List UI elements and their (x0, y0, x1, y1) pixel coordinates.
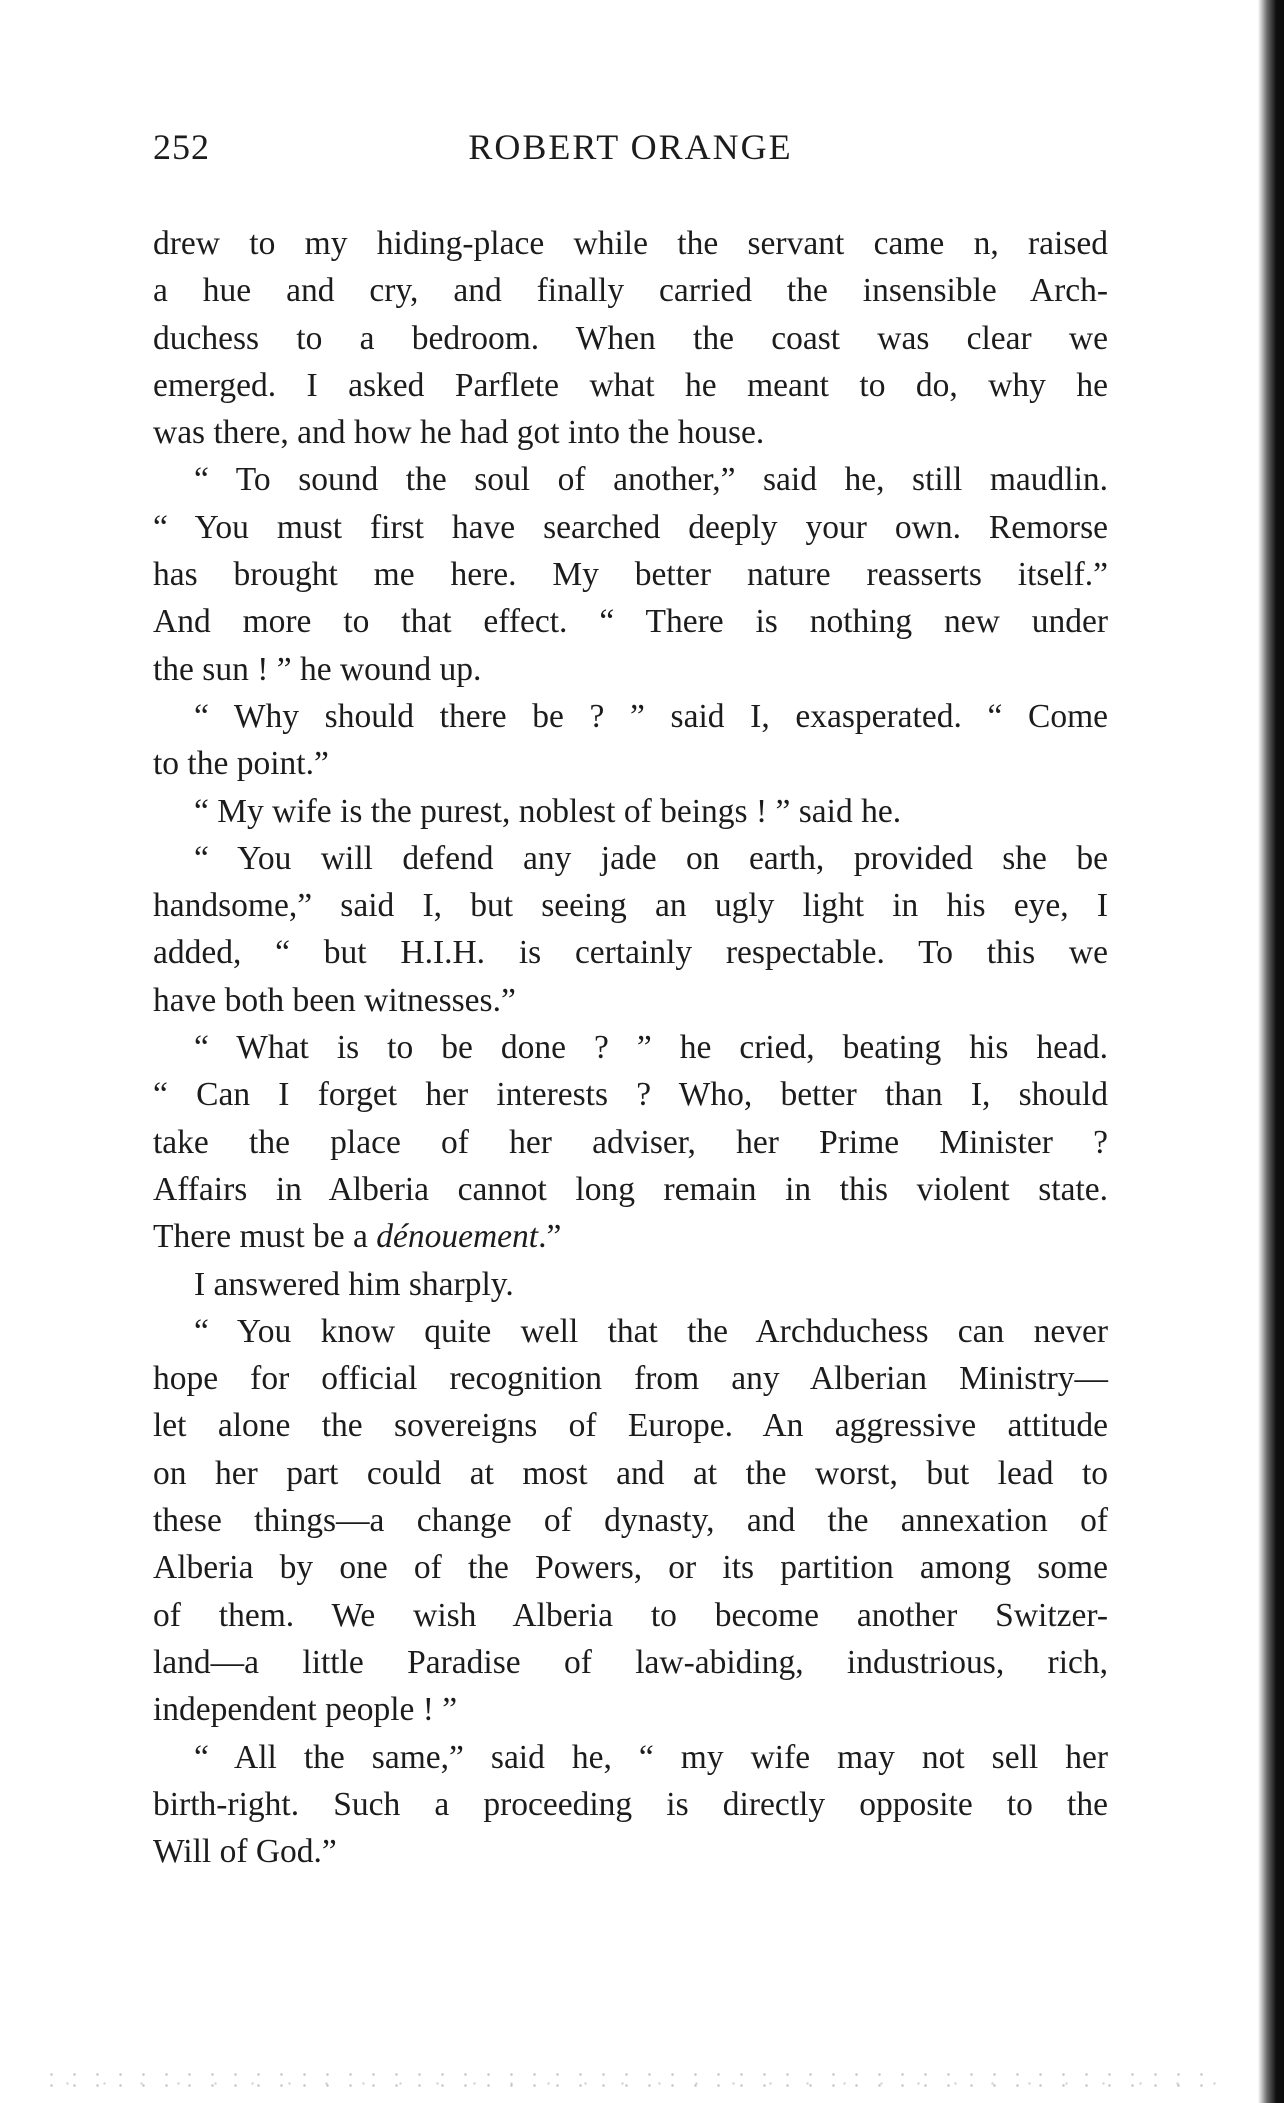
text-line: of them. We wish Alberia to become another Switzer- (153, 1596, 1108, 1634)
text-line: on her part could at most and at the worst, but lead to (153, 1454, 1108, 1492)
text-line: I answered him sharply. (194, 1265, 514, 1303)
text-line: Alberia by one of the Powers, or its partition among some (153, 1549, 1108, 1587)
text-line: “ What is to be done ? ” he cried, beating his head. (194, 1029, 1108, 1067)
text-line: take the place of her adviser, her Prime Minister ? (153, 1123, 1108, 1161)
text-line: There must be a dénouement.” (153, 1218, 562, 1256)
text-line: “ You know quite well that the Archduchess can never (194, 1312, 1108, 1350)
text-line: “ Why should there be ? ” said I, exasperated. “ Come (194, 697, 1108, 735)
italic-word: dénouement (376, 1218, 539, 1256)
running-title: ROBERT ORANGE (468, 127, 793, 167)
text-line: emerged. I asked Parflete what he meant to do, why he (153, 366, 1108, 404)
text-line: added, “ but H.I.H. is certainly respectable. To this we (153, 934, 1108, 972)
text-line: a hue and cry, and finally carried the insensible Arch- (153, 272, 1108, 310)
text-line: has brought me here. My better nature reasserts itself.” (153, 556, 1108, 594)
text-line: let alone the sovereigns of Europe. An aggressive attitude (153, 1407, 1108, 1445)
text-line: “ You must first have searched deeply your own. Remorse (153, 508, 1108, 546)
text-line: “ You will defend any jade on earth, provided she be (194, 839, 1108, 877)
running-head (153, 126, 1108, 176)
text-line: was there, and how he had got into the house. (153, 414, 765, 452)
text-line: “ To sound the soul of another,” said he, still maudlin. (194, 461, 1108, 499)
text-line: to the point.” (153, 745, 329, 783)
text-line: handsome,” said I, but seeing an ugly light in his eye, I (153, 887, 1108, 925)
text-line: these things—a change of dynasty, and the annexation of (153, 1502, 1108, 1540)
text-line: hope for official recognition from any Alberian Ministry— (153, 1360, 1108, 1398)
text-line: independent people ! ” (153, 1691, 458, 1729)
text-line: have both been witnesses.” (153, 981, 516, 1019)
text-line: Affairs in Alberia cannot long remain in this violent state. (153, 1170, 1108, 1208)
scan-speckles (40, 2069, 1220, 2095)
page-number: 252 (153, 127, 210, 167)
text-line: drew to my hiding-place while the servant came n, raised (153, 225, 1108, 262)
text-line: And more to that effect. “ There is nothing new under (153, 603, 1108, 641)
text-line: “ My wife is the purest, noblest of beings ! ” said he. (194, 792, 902, 830)
text-line: land—a little Paradise of law-abiding, industrious, rich, (153, 1643, 1108, 1681)
text-line: duchess to a bedroom. When the coast was clear we (153, 319, 1108, 357)
text-line: the sun ! ” he wound up. (153, 650, 482, 688)
body-text (153, 220, 1108, 1875)
text-line: “ All the same,” said he, “ my wife may not sell her (194, 1738, 1108, 1776)
binding-shadow (1258, 0, 1284, 2103)
text-line: “ Can I forget her interests ? Who, better than I, should (153, 1076, 1108, 1114)
text-line: Will of God.” (153, 1833, 337, 1871)
text-line: birth-right. Such a proceeding is directly opposite to the (153, 1785, 1108, 1823)
